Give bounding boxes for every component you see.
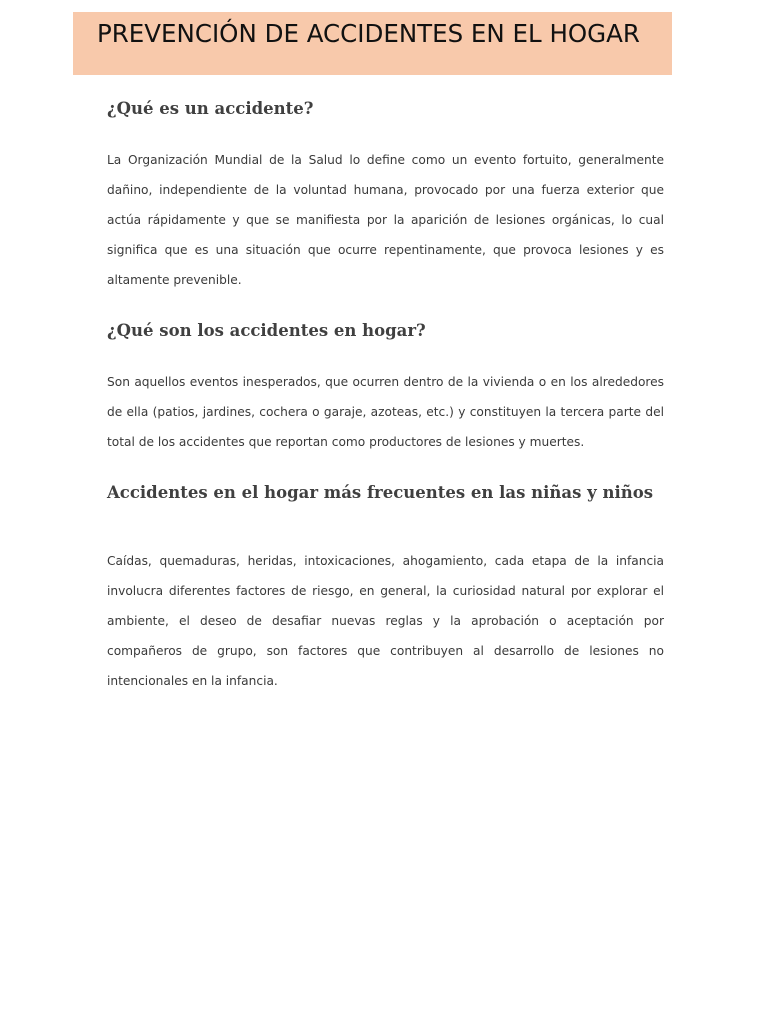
section-heading-que-es-accidente: ¿Qué es un accidente? (107, 99, 314, 118)
section-heading-accidentes-hogar: ¿Qué son los accidentes en hogar? (107, 321, 426, 340)
page-title: PREVENCIÓN DE ACCIDENTES EN EL HOGAR (97, 19, 640, 48)
section-paragraph-que-es-accidente: La Organización Mundial de la Salud lo define como un evento fortuito, generalmente dañino, independiente de la voluntad humana, provocado por una fuerza exterior que actúa rápidamente y que se manifiesta por la aparición de lesiones orgánicas, lo cual significa que es una situación que ocurre repentinamente, que provoca lesiones y es altamente prevenible. (107, 153, 664, 287)
title-banner (73, 12, 672, 75)
section-paragraph-accidentes-frecuentes: Caídas, quemaduras, heridas, intoxicaciones, ahogamiento, cada etapa de la infancia involucra diferentes factores de riesgo, en general, la curiosidad natural por explorar el ambiente, el deseo de desafiar nuevas reglas y la aprobación o aceptación por compañeros de grupo, son factores que contribuyen al desarrollo de lesiones no intencionales en la infancia. (107, 554, 664, 688)
section-paragraph-accidentes-hogar: Son aquellos eventos inesperados, que ocurren dentro de la vivienda o en los alrededores de ella (patios, jardines, cochera o garaje, azoteas, etc.) y constituyen la tercera parte del total de los accidentes que reportan como productores de lesiones y muertes. (107, 375, 664, 449)
document-body (107, 96, 664, 696)
section-heading-accidentes-frecuentes: Accidentes en el hogar más frecuentes en las niñas y niños (107, 483, 654, 502)
